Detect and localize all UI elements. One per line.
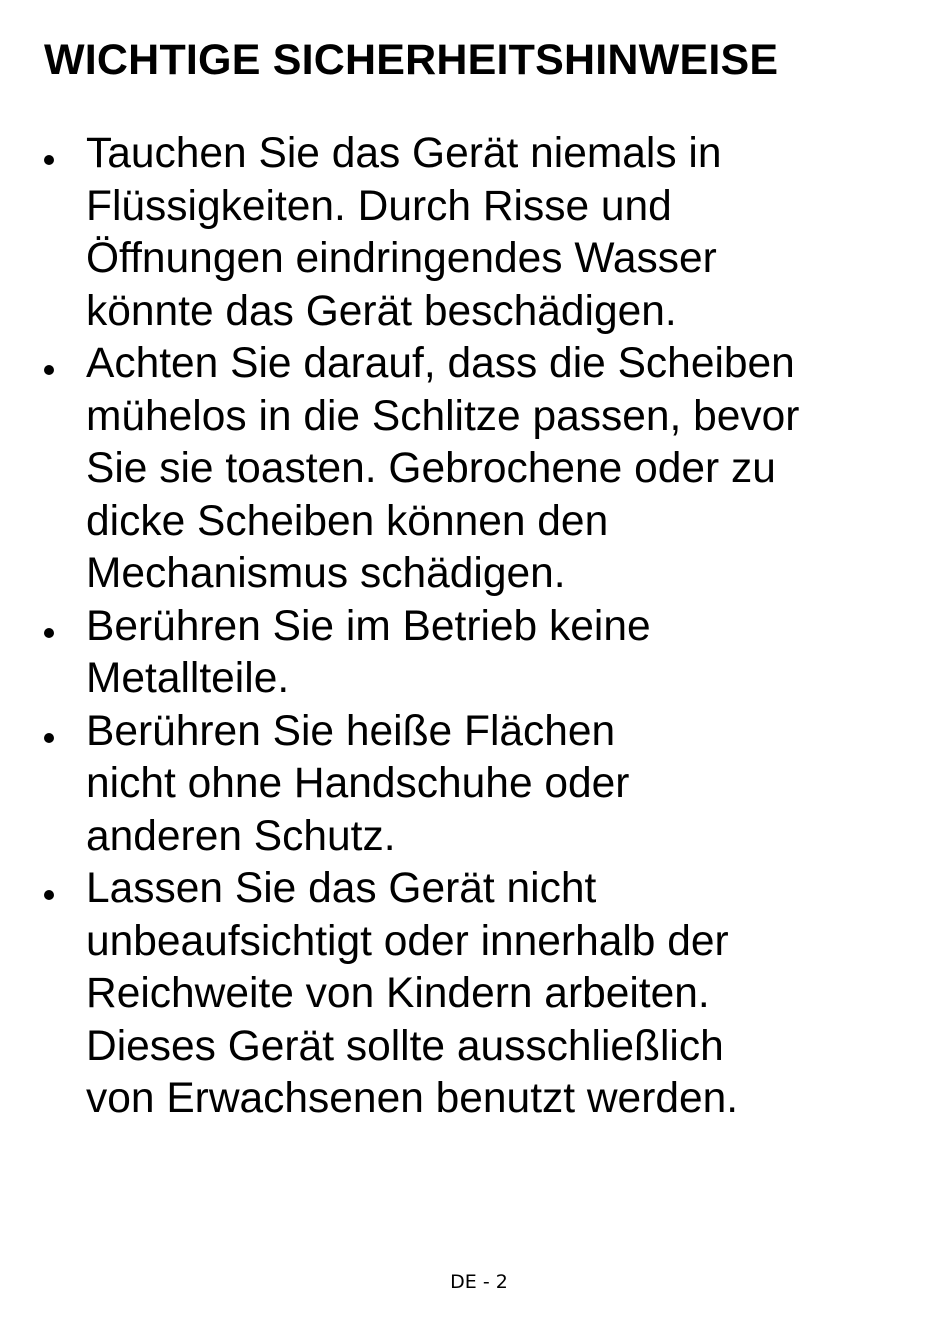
page-number: DE - 2 (450, 1271, 508, 1293)
note-line: Reichweite von Kindern arbeiten. (86, 970, 710, 1017)
note-line: unbeaufsichtigt oder innerhalb der (86, 917, 729, 965)
note-line: Metallteile. (86, 655, 290, 702)
note-line: anderen Schutz. (86, 812, 396, 860)
safety-note (44, 601, 904, 706)
bullet-icon (44, 155, 54, 165)
bullet-icon (44, 733, 54, 743)
note-line: Öffnungen eindringendes Wasser (86, 235, 717, 282)
page-title: WICHTIGE SICHERHEITSHINWEISE (44, 36, 779, 84)
safety-notes-list (44, 128, 904, 1126)
note-line: Lassen Sie das Gerät nicht (86, 865, 597, 912)
note-line: könnte das Gerät beschädigen. (86, 287, 677, 335)
note-line: Achten Sie darauf, dass die Scheiben (86, 340, 795, 387)
note-line: Dieses Gerät sollte ausschließlich (86, 1022, 724, 1070)
note-line: mühelos in die Schlitze passen, bevor (86, 392, 800, 440)
note-line: Berühren Sie heiße Flächen (86, 707, 616, 755)
note-line: nicht ohne Handschuhe oder (86, 760, 630, 807)
note-line: Mechanismus schädigen. (86, 550, 566, 597)
bullet-icon (44, 628, 54, 638)
safety-note (44, 128, 904, 338)
safety-note (44, 338, 904, 601)
bullet-icon (44, 365, 54, 375)
safety-note (44, 706, 904, 864)
note-line: von Erwachsenen benutzt werden. (86, 1075, 739, 1122)
note-line: dicke Scheiben können den (86, 497, 609, 545)
note-line: Flüssigkeiten. Durch Risse und (86, 182, 672, 230)
note-line: Berühren Sie im Betrieb keine (86, 602, 651, 650)
safety-note (44, 863, 904, 1126)
note-line: Sie sie toasten. Gebrochene oder zu (86, 445, 776, 492)
bullet-icon (44, 890, 54, 900)
note-line: Tauchen Sie das Gerät niemals in (86, 130, 722, 177)
